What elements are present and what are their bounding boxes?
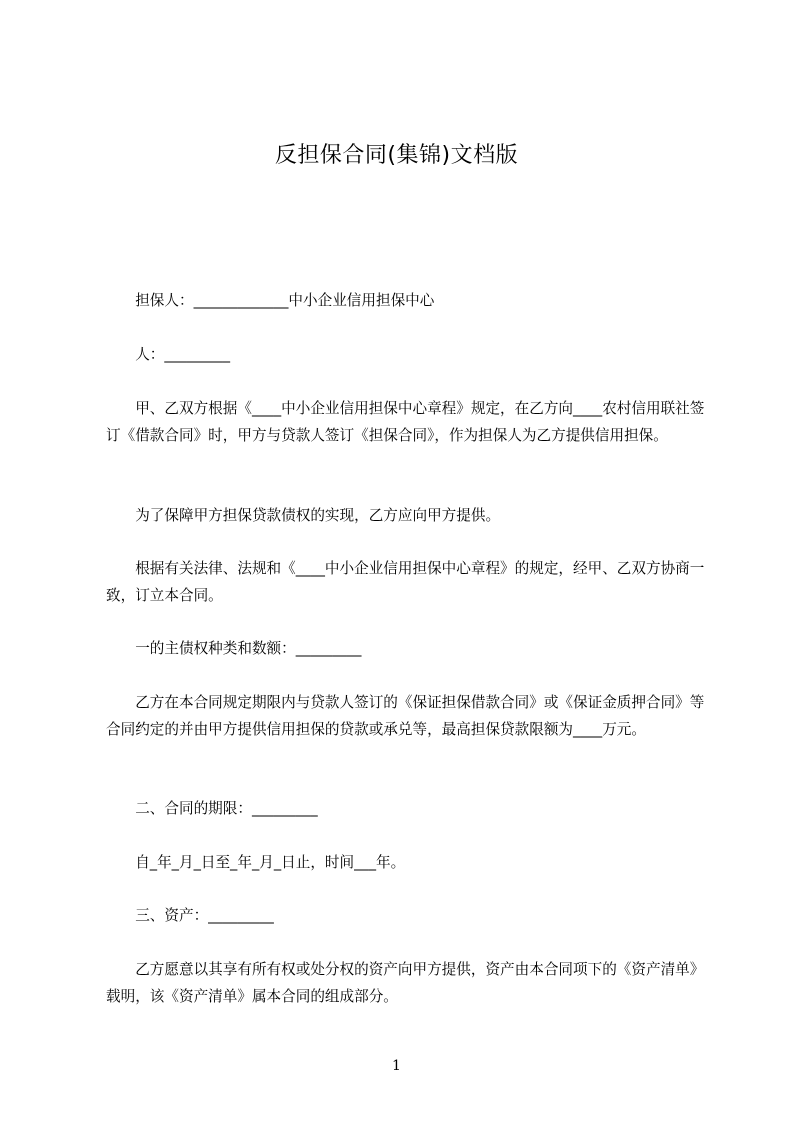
paragraph-party: 人：_________ bbox=[106, 346, 231, 363]
paragraph-term: 自_年_月_日至_年_月_日止，时间___年。 bbox=[106, 854, 406, 871]
section-heading-1: 一的主债权种类和数额：_________ bbox=[106, 640, 362, 657]
paragraph-agreement: 根据有关法律、法规和《____中小企业信用担保中心章程》的规定，经甲、乙双方协商一致，订立本合同。 bbox=[106, 560, 705, 604]
paragraph-purpose: 为了保障甲方担保贷款债权的实现，乙方应向甲方提供。 bbox=[106, 507, 501, 524]
paragraph-basis: 甲、乙双方根据《____中小企业信用担保中心章程》规定，在乙方向____农村信用联社签订《借款合同》时，甲方与贷款人签订《担保合同》，作为担保人为乙方提供信用担保。 bbox=[106, 400, 705, 444]
section-heading-2: 二、合同的期限：_________ bbox=[106, 800, 318, 817]
document-title: 反担保合同(集锦)文档版 bbox=[274, 143, 519, 168]
paragraph-guarantor: 担保人：_____________中小企业信用担保中心 bbox=[106, 292, 435, 309]
section-heading-3: 三、资产：_________ bbox=[106, 907, 274, 924]
page-number: 1 bbox=[392, 1058, 401, 1074]
paragraph-assets: 乙方愿意以其享有所有权或处分权的资产向甲方提供，资产由本合同项下的《资产清单》载明，该《资产清单》属本合同的组成部分。 bbox=[106, 961, 705, 1005]
paragraph-claim-amount: 乙方在本合同规定期限内与贷款人签订的《保证担保借款合同》或《保证金质押合同》等合同约定的并由甲方提供信用担保的贷款或承兑等，最高担保贷款限额为____万元。 bbox=[106, 694, 705, 738]
